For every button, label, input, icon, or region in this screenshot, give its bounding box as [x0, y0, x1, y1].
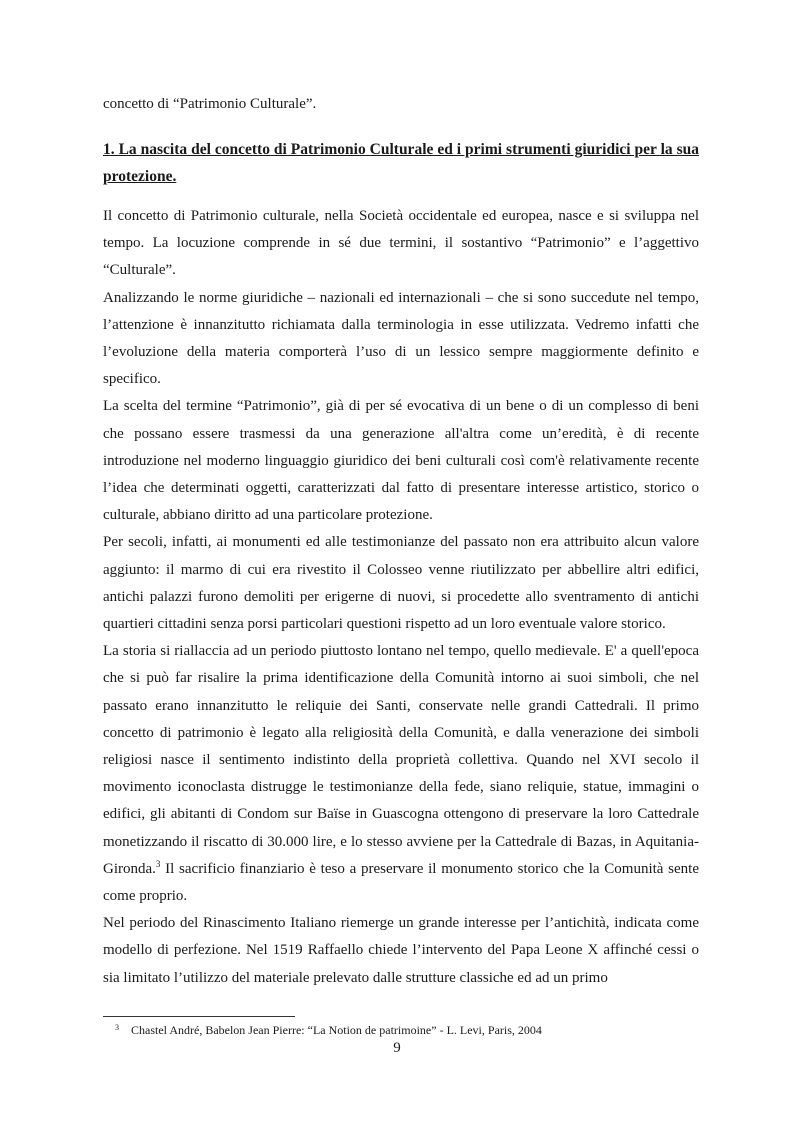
footnote-reference[interactable]: 3 [155, 858, 161, 869]
paragraph-text: Il sacrificio finanziario è teso a preservare il monumento storico che la Comunità sente come proprio. [103, 860, 699, 905]
footnote-number: 3 [115, 1023, 119, 1032]
intro-line: concetto di “Patrimonio Culturale”. [103, 96, 317, 112]
paragraph-medieval [103, 638, 699, 910]
paragraph: Nel periodo del Rinascimento Italiano riemerge un grande interesse per l’antichità, indicata come modello di perfezione. Nel 1519 Raffaello chiede l’intervento del Papa Leone X affinché cessi o sia limitato l’utilizzo del materiale prelevato dalle strutture classiche ed ad un primo [103, 915, 699, 986]
paragraph: Per secoli, infatti, ai monumenti ed alle testimonianze del passato non era attribuito alcun valore aggiunto: il marmo di cui era rivestito il Colosseo venne riutilizzato per abbellire altri edifici, antichi palazzi furono demoliti per erigerne di nuovi, si procedette allo sventramento di antichi quartieri cittadini senza porsi particolari questioni rispetto ad un loro eventuale valore storico. [103, 534, 699, 633]
paragraph-text: La storia si riallaccia ad un periodo piuttosto lontano nel tempo, quello medievale. E' a quell'epoca che si può far risalire la prima identificazione della Comunità intorno ai suoi simboli, che nel passato erano innanzitutto le reliquie dei Santi, conservate nelle grandi Cattedrali. Il primo concetto di patrimonio è legato alla religiosità della Comunità, e dalla venerazione dei simboli religiosi nasce il sentimento indistinto della proprietà collettiva. Quando nel XVI secolo il movimento iconoclasta distrugge le testimonianze della fede, siano reliquie, statue, immagini o edifici, gli abitanti di Condom sur Baïse in Guascogna ottengono di preservare la loro Cattedrale monetizzando il riscatto di 30.000 lire, e lo stesso avviene per la Cattedrale di Bazas, in Aquitania-Gironda. [103, 643, 699, 877]
section-heading: 1. La nascita del concetto di Patrimonio Culturale ed i primi strumenti giuridici per la sua protezione. [103, 141, 699, 185]
paragraph: La scelta del termine “Patrimonio”, già di per sé evocativa di un bene o di un complesso di beni che possano essere trasmessi da una generazione all'altra come un’eredità, è di recente introduzione nel moderno linguaggio giuridico dei beni culturali così com'è relativamente recente l’idea che determinati oggetti, caratterizzati dal fatto di presentare interesse artistico, storico o culturale, abbiano diritto ad una particolare protezione. [103, 398, 699, 524]
paragraph: Il concetto di Patrimonio culturale, nella Società occidentale ed europea, nasce e si sviluppa nel tempo. La locuzione comprende in sé due termini, il sostantivo “Patrimonio” e l’aggettivo “Culturale”. [103, 208, 699, 279]
paragraph: Analizzando le norme giuridiche – nazionali ed internazionali – che si sono succedute nel tempo, l’attenzione è innanzitutto richiamata dalla terminologia in esse utilizzata. Vedremo infatti che l’evoluzione della materia comporterà l’uso di un lessico sempre maggiormente definito e specifico. [103, 289, 699, 388]
footnote-divider [103, 1016, 295, 1017]
body-text [103, 203, 699, 992]
page-number: 9 [393, 1040, 401, 1056]
footnote-text: Chastel André, Babelon Jean Pierre: “La Notion de patrimoine” - L. Levi, Paris, 2004 [131, 1023, 542, 1037]
